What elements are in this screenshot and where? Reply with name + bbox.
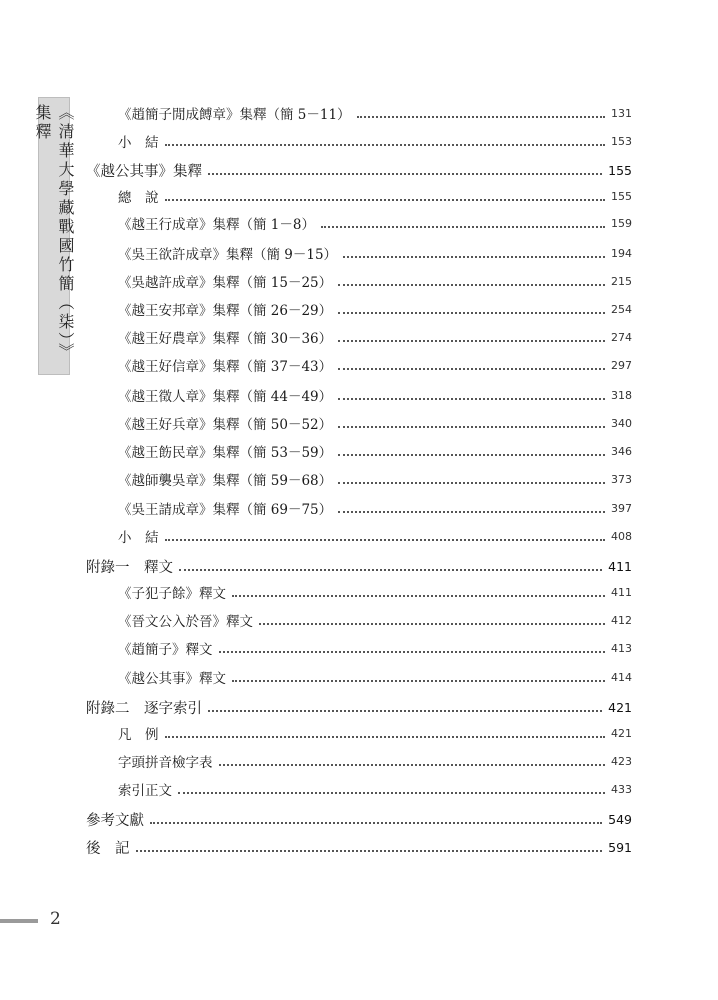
toc-entry[interactable] — [118, 326, 632, 348]
toc-section-heading[interactable] — [86, 555, 632, 577]
toc-entry-title: 《吳王請成章》集釋（簡 69－75） — [118, 502, 333, 518]
toc-entry-title: 《吳王欲許成章》集釋（簡 9－15） — [118, 247, 338, 263]
toc-entry-title: 小 結 — [118, 135, 159, 151]
dot-leader — [259, 622, 605, 625]
dot-leader — [338, 481, 605, 484]
dot-leader — [136, 849, 603, 852]
toc-entry-page: 408 — [611, 529, 632, 543]
toc-entry[interactable] — [118, 778, 632, 800]
dot-leader — [165, 538, 606, 541]
toc-entry-page: 412 — [611, 613, 632, 627]
toc-entry-title: 《越王安邦章》集釋（簡 26－29） — [118, 303, 333, 319]
toc-entry-title: 後 記 — [86, 840, 130, 857]
toc-entry-page: 131 — [611, 106, 632, 120]
dot-leader — [208, 172, 602, 175]
toc-entry-page: 413 — [611, 641, 632, 655]
toc-entry-page: 421 — [611, 726, 632, 740]
dot-leader — [321, 225, 605, 228]
toc-entry[interactable] — [118, 212, 632, 234]
toc-entry[interactable] — [118, 722, 632, 744]
dot-leader — [343, 255, 605, 258]
toc-entry-page: 423 — [611, 754, 632, 768]
dot-leader — [219, 763, 606, 766]
toc-entry-title: 附錄二 逐字索引 — [86, 700, 202, 717]
dot-leader — [150, 821, 602, 824]
toc-entry[interactable] — [118, 750, 632, 772]
toc-entry-title: 附錄一 釋文 — [86, 559, 173, 576]
toc-section-heading[interactable] — [86, 836, 632, 858]
dot-leader — [232, 594, 605, 597]
toc-entry-page: 153 — [611, 134, 632, 148]
toc-entry-page: 254 — [611, 302, 632, 316]
toc-entry[interactable] — [118, 298, 632, 320]
toc-entry[interactable] — [118, 130, 632, 152]
dot-leader — [338, 453, 605, 456]
toc-entry-title: 《越王好信章》集釋（簡 37－43） — [118, 359, 333, 375]
toc-entry-page: 297 — [611, 358, 632, 372]
dot-leader — [178, 791, 605, 794]
toc-entry-page: 274 — [611, 330, 632, 344]
toc-entry-page: 397 — [611, 501, 632, 515]
dot-leader — [219, 650, 606, 653]
toc-section-heading[interactable] — [86, 696, 632, 718]
toc-entry[interactable] — [118, 354, 632, 376]
toc-entry-page: 591 — [608, 839, 632, 855]
toc-entry[interactable] — [118, 637, 632, 659]
dot-leader — [165, 143, 606, 146]
dot-leader — [338, 311, 605, 314]
dot-leader — [338, 510, 605, 513]
dot-leader — [208, 709, 602, 712]
toc-entry[interactable] — [118, 497, 632, 519]
toc-entry-page: 215 — [611, 274, 632, 288]
toc-entry[interactable] — [118, 440, 632, 462]
toc-entry-title: 總 說 — [118, 190, 159, 206]
dot-leader — [338, 425, 605, 428]
toc-entry[interactable] — [118, 581, 632, 603]
toc-entry-page: 414 — [611, 670, 632, 684]
toc-entry-title: 《趙簡子閒成餺章》集釋（簡 5－11） — [118, 107, 351, 123]
dot-leader — [357, 115, 605, 118]
toc-entry[interactable] — [118, 412, 632, 434]
toc-entry-title: 《吳越許成章》集釋（簡 15－25） — [118, 275, 333, 291]
toc-entry-title: 《子犯子餘》釋文 — [118, 586, 226, 602]
toc-entry-title: 《越王行成章》集釋（簡 1－8） — [118, 217, 315, 233]
toc-entry-title: 《越王徵人章》集釋（簡 44－49） — [118, 389, 333, 405]
footer-rule — [0, 919, 38, 923]
book-title: 《清華大學藏戰國竹簡（柒）》集釋 — [33, 104, 75, 362]
toc-entry-title: 參考文獻 — [86, 812, 144, 829]
toc-entry-page: 411 — [611, 585, 632, 599]
toc-entry-title: 《越王好農章》集釋（簡 30－36） — [118, 331, 333, 347]
toc-entry-title: 凡 例 — [118, 727, 159, 743]
toc-entry-page: 346 — [611, 444, 632, 458]
dot-leader — [338, 397, 605, 400]
dot-leader — [165, 198, 606, 201]
book-title-tab — [33, 97, 75, 375]
toc-entry-page: 549 — [608, 811, 632, 827]
toc-entry-page: 159 — [611, 216, 632, 230]
toc-entry-page: 318 — [611, 388, 632, 402]
dot-leader — [232, 679, 605, 682]
toc-entry-page: 433 — [611, 782, 632, 796]
toc-entry[interactable] — [118, 666, 632, 688]
dot-leader — [338, 283, 605, 286]
dot-leader — [165, 735, 606, 738]
toc-entry-title: 《越王飭民章》集釋（簡 53－59） — [118, 445, 333, 461]
toc-section-heading[interactable] — [86, 808, 632, 830]
toc-entry[interactable] — [118, 242, 632, 264]
toc-entry-title: 索引正文 — [118, 783, 172, 799]
toc-entry-page: 340 — [611, 416, 632, 430]
dot-leader — [179, 568, 602, 571]
toc-entry-title: 《越師襲吳章》集釋（簡 59－68） — [118, 473, 333, 489]
toc-entry[interactable] — [118, 102, 632, 124]
toc-entry-title: 《越公其事》集釋 — [86, 163, 202, 180]
toc-section-heading[interactable] — [86, 159, 632, 181]
toc-entry-title: 小 結 — [118, 530, 159, 546]
toc-entry-title: 《晉文公入於晉》釋文 — [118, 614, 253, 630]
toc-entry-title: 《越公其事》釋文 — [118, 671, 226, 687]
toc-entry-page: 421 — [608, 699, 632, 715]
toc-entry[interactable] — [118, 185, 632, 207]
toc-entry[interactable] — [118, 468, 632, 490]
toc-entry-page: 155 — [608, 162, 632, 178]
toc-entry-title: 字頭拼音檢字表 — [118, 755, 213, 771]
toc-entry[interactable] — [118, 384, 632, 406]
page-number: 2 — [50, 909, 61, 929]
toc-entry-title: 《越王好兵章》集釋（簡 50－52） — [118, 417, 333, 433]
toc-entry-title: 《趙簡子》釋文 — [118, 642, 213, 658]
toc-entry[interactable] — [118, 609, 632, 631]
dot-leader — [338, 367, 605, 370]
toc-entry[interactable] — [118, 270, 632, 292]
toc-entry-page: 194 — [611, 246, 632, 260]
dot-leader — [338, 339, 605, 342]
toc-entry-page: 411 — [608, 558, 632, 574]
toc-entry-page: 155 — [611, 189, 632, 203]
toc-entry-page: 373 — [611, 472, 632, 486]
toc-entry[interactable] — [118, 525, 632, 547]
